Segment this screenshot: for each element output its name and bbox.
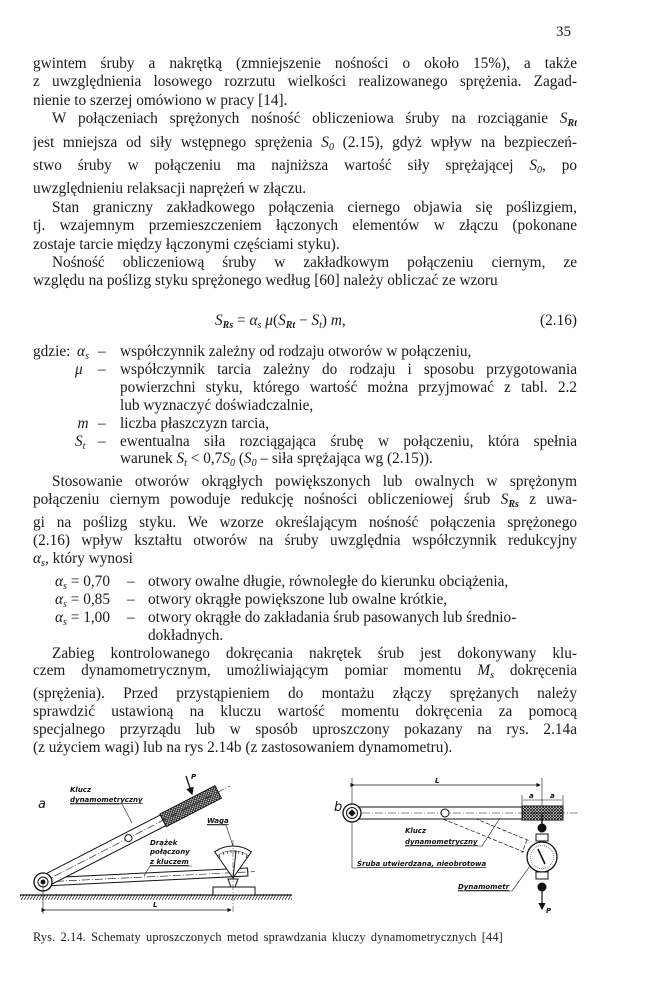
text-run: z uwzględnienia losowego rozrzutu wielkości realizowanego sprężenia. Zagad- [33,73,577,91]
text-run: (2.16) wpływ kształtu otworów na śruby uwzględnia współczynnik redukcyjny [33,532,577,550]
coefficient-description [148,609,516,626]
symbol-subscript: t [319,320,322,331]
definition-text [120,450,433,470]
text-line [33,721,577,739]
text-line [33,703,577,721]
symbol-base: α [33,549,42,567]
wrench-label: Klucz [405,827,427,835]
text-run: otwory owalne długie, równoległe do kierunku obciążenia, [148,572,509,590]
math-symbol [77,415,88,432]
dash: – [98,432,106,450]
definition-line [33,361,577,379]
text-run: , [341,312,346,329]
symbol-base: α [55,590,64,608]
definition-text [120,433,577,450]
text-run: ( [272,312,279,329]
symbol-base: m [330,312,342,329]
text-line [33,685,577,703]
force-label: P [191,773,197,781]
paragraph-torque-wrench [33,645,577,757]
symbol-base: S [529,157,537,175]
text-line [33,55,577,73]
text-line [33,199,577,217]
math-symbol [265,312,273,329]
symbol-base: S [176,450,185,468]
symbol-subscript: s [41,557,45,569]
figure-2-14 [0,770,663,925]
rod-label-1: Drążek [150,839,178,847]
text-run: Zabieg kontrolowanego dokręcania nakrętek śrub jest dokonywany klu- [52,644,577,662]
symbol-subscript: s [490,670,495,682]
definitions-list [33,343,577,473]
wrench-label-2: dynamometryczny [70,796,143,804]
text-run: (2.15), gdyż wpływ na bezpieczeń- [333,133,577,151]
ground-hatching [20,895,292,900]
math-symbol [222,450,235,470]
symbol-subscript: Rs [508,499,519,511]
text-line [33,110,577,133]
coefficient-line [33,609,577,627]
text-run: jest mniejsza od siły wstępnego sprężenia [33,133,322,151]
force-label: P [546,907,552,915]
figure-b-label: b [334,800,343,815]
text-run: gi na poślizg styku. We wzorze określającym nośność połączenia sprężonego [33,514,577,532]
math-symbol [529,157,542,177]
definition-text [120,343,471,360]
text-run: dokładnych. [148,626,224,644]
text-run: otwory okrągłe do zakładania śrub pasowanych lub średnio- [148,608,517,626]
definition-text [120,415,269,432]
symbol-base: S [321,133,329,151]
math-symbol [77,343,89,360]
text-run: z uwa- [518,491,577,509]
coefficient-description [148,573,508,590]
dynamometer-icon [527,813,557,909]
text-run: połączeniu ciernym powoduje redukcję nośności obliczeniowej śrub [33,491,501,509]
text-run: W połączeniach sprężonych nośność obliczeniowa śruby na rozciąganie [52,110,560,128]
dash: – [127,572,135,590]
symbol-subscript: 0 [536,165,542,177]
symbol-subscript: s [63,580,67,592]
text-line [33,514,577,532]
text-run: − [295,312,312,329]
rod-label-3: z kluczem [150,858,189,866]
text-run: dokręcenia [494,662,577,680]
value-text: = 0,70 [66,572,110,590]
math-symbol [55,609,67,626]
symbol-subscript: s [63,598,67,610]
text-run: tj. wzajemnym przemieszczeniem łączonych elementów w złączu (pokonane [33,217,577,235]
symbol-subscript: s [85,351,89,362]
definition-line [33,450,577,473]
text-run: Stan graniczny zakładkowego połączenia ciernego objawia się poślizgiem, [52,198,577,216]
math-symbol [215,312,233,329]
text-run: współczynnik zależny od rodzaju otworów w połączeniu, [120,343,472,360]
definition-line [33,379,577,397]
symbol-base: α [55,572,64,590]
text-run: gwintem śruby a nakrętką (zmniejszenie nośności o około 15%), a także [33,55,577,72]
definition-line [33,433,577,451]
text-line [33,73,577,91]
equation-2-16 [33,312,577,332]
text-block-lower [33,343,577,757]
symbol-subscript: t [184,458,187,470]
value-text: = 0,85 [66,590,110,608]
text-line [33,134,577,157]
value-text: = 1,00 [66,608,110,626]
math-symbol [278,312,295,329]
page-number: 35 [556,24,571,40]
math-symbol [250,312,262,329]
coefficient-description [148,627,223,644]
symbol-subscript: 0 [328,141,334,153]
dash: – [98,414,106,432]
figure-a-label: a [38,797,46,812]
symbol-base: S [243,450,252,468]
symbol-subscript: 0 [230,458,235,470]
text-line [33,236,577,254]
text-run: czem dynamometrycznym, umożliwiającym pomiar momentu [33,662,478,680]
text-run: < 0,7 [186,450,223,468]
offset-label-1: a [529,792,534,800]
offset-label-2: a [550,792,555,800]
symbol-base: S [278,312,286,329]
symbol-subscript: t [82,440,86,451]
length-label: L [435,777,440,785]
text-run: względu na poślizg styku sprężonego według [60] należy obliczać ze wzoru [33,272,498,290]
text-line [33,272,577,290]
text-run: otwory okrągłe powiększone lub owalne krótkie, [148,590,448,608]
definition-symbol [75,415,91,433]
symbol-base: m [77,414,89,432]
text-run: nienie to szerzej omówiono w pracy [14]. [33,91,288,109]
wrench-label-2: dynamometryczny [405,838,478,846]
symbol-base: μ [265,312,273,329]
text-run: współczynnik tarcia zależny do rodzaju i sposobu przygotowania [120,360,577,378]
text-line [33,92,577,110]
coefficient-line [33,591,577,609]
text-line [33,180,577,198]
wrench-label: Klucz [70,786,92,794]
text-run: specjalnego przyrządu lub w sposób uproszczony pokazany na rys. 2.14a [33,721,577,739]
symbol-base: S [222,450,230,468]
figure-b-dynamometer-method [334,777,578,915]
dash: – [127,608,135,626]
dynamometer-label: Dynamometr [458,883,510,891]
math-symbol [33,550,45,567]
text-line [33,157,577,180]
math-symbol [331,312,342,329]
math-symbol [75,433,85,450]
symbol-subscript: Rt [285,320,296,331]
figure-caption: Rys. 2.14. Schematy uproszczonych metod sprawdzania kluczy dynamometrycznych [44] [33,930,503,944]
math-symbol [500,491,519,511]
text-run: lub wyznaczyć doświadczalnie, [120,396,314,414]
text-run: liczba płaszczyzn tarcia, [120,414,270,432]
paragraph [33,199,577,254]
math-symbol [55,573,67,590]
hinge-icon [441,809,449,817]
text-run: ) [321,312,331,329]
math-symbol [311,312,321,329]
symbol-base: S [500,491,509,509]
symbol-base: S [75,432,83,450]
math-symbol [176,450,187,470]
symbol-base: α [77,343,86,360]
equation-number: (2.16) [540,312,577,329]
symbol-base: S [311,312,320,329]
coefficient-line [33,627,577,645]
text-block-upper [33,55,577,291]
text-run: = [233,312,250,329]
definition-symbol [75,433,91,451]
text-line [33,491,577,514]
coefficient-list [33,573,577,645]
symbol-base: α [55,608,64,626]
text-run: Stosowanie otworów okrągłych powiększonych lub owalnych w sprężonym [52,473,577,491]
symbol-base: μ [75,360,83,378]
scale-label: Waga [207,817,229,825]
text-line [33,473,577,491]
symbol-subscript: Rs [222,320,234,331]
text-run: ( [235,450,244,468]
text-line [33,645,577,663]
text-run: (sprężenia). Przed przystąpieniem do montażu złączy sprężanych należy [33,685,577,703]
text-run: – siła sprężająca wg (2.15)). [256,450,433,468]
text-run: , który wynosi [44,549,133,567]
symbol-base: M [477,662,491,680]
text-line [33,532,577,550]
text-line [33,550,577,573]
symbol-base: S [559,110,568,128]
definition-line [33,397,577,415]
length-label: L [153,901,158,909]
text-line [33,254,577,272]
text-run: ewentualna siła rozciągająca śrubę w połączeniu, która spełnia [120,432,577,450]
math-symbol [559,110,577,130]
equation-expression [215,312,346,331]
text-run: stwo śruby w połączeniu ma najniższa wartość siły sprężającej [33,157,530,175]
definition-line [33,415,577,433]
definition-text [120,361,577,378]
rod-label-2: połączony [150,848,190,856]
text-run: warunek [120,450,177,468]
text-line [33,217,577,235]
math-symbol [243,450,257,470]
text-line [33,662,577,685]
math-symbol [477,662,495,682]
text-run: uwzględnieniu relaksacji naprężeń w złączu. [33,180,307,198]
math-symbol [75,361,83,378]
paragraph [33,254,577,291]
symbol-base: α [249,312,258,329]
definition-text [120,379,577,396]
coefficient-line [33,573,577,591]
dash: – [98,360,106,378]
fixed-bolt-icon [343,804,361,822]
text-run: (z użyciem wagi) lub na rys 2.14b (z zastosowaniem dynamometru). [33,739,453,757]
definition-text [120,397,313,414]
paragraph [33,110,577,199]
coefficient-description [148,591,447,608]
text-run: powierzchni styku, którego wartość można przyjmować z tabl. 2.2 [120,378,577,396]
paragraph [33,55,577,110]
definition-symbol [75,361,91,379]
symbol-subscript: s [257,320,262,331]
text-run: zostaje tarcie między łączonymi częściami styku). [33,235,340,253]
definition-line [33,343,577,361]
dash: – [127,590,135,608]
math-symbol [321,134,334,151]
dash: – [98,343,106,360]
symbol-subscript: Rt [567,118,577,130]
paragraph-hole-types [33,473,577,573]
bolt-label: Śruba utwierdzana, nieobrotowa [357,860,487,868]
symbol-subscript: s [63,616,67,628]
symbol-base: S [215,312,223,329]
definitions-label: gdzie: [33,343,71,360]
text-run: Nośność obliczeniową śruby w zakładkowym połączeniu ciernym, ze [52,254,577,272]
text-run: sprawdzić ustawioną na kluczu wartość momentu dokręcenia za pomocą [33,703,577,721]
text-line [33,739,577,757]
symbol-subscript: 0 [251,458,257,470]
text-run: , po [541,157,577,175]
math-symbol [55,591,67,608]
figure-a-scale-method [20,773,292,914]
